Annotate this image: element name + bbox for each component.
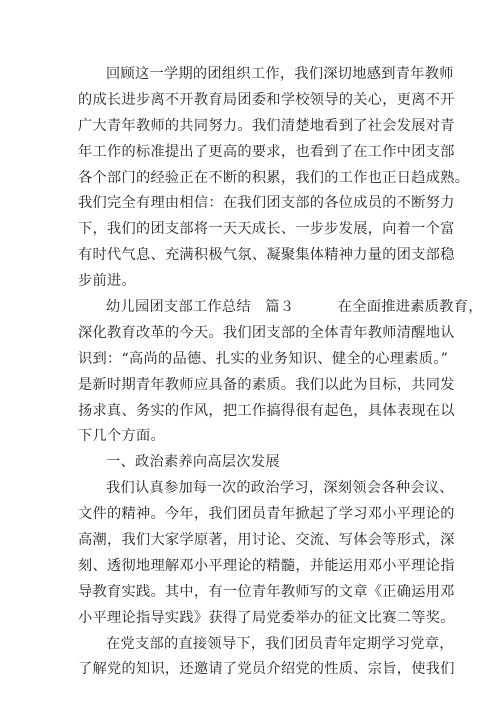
text-line: 了解党的知识，还邀请了党员介绍党的性质、宗旨，使我们 [78,661,455,678]
text-line: 下，我们的团支部将一天天成长、一步步发展，向着一个富 [78,221,455,238]
text-line: 步前进。 [78,273,136,290]
text-line: 回顾这一学期的团组织工作，我们深切地感到青年教师 [106,66,454,82]
text-line: 各个部门的经验正在不断的积累，我们的工作也正日趋成熟。 [78,169,470,186]
text-line: 识到：“高尚的品德、扎实的业务知识、健全的心理素质。” [78,350,449,367]
text-line: 有时代气息、充满积极气氛、凝聚集体精神力量的团支部稳 [78,247,455,264]
text-line: 在党支部的直接领导下，我们团员青年定期学习党章， [106,635,454,652]
text-line: 扬求真、务实的作风，把工作搞得很有起色，具体表现在以 [78,402,455,419]
text-line: 下几个方面。 [78,428,165,445]
text-line: 我们认真参加每一次的政治学习，深刻领会各种会议、 [106,480,454,497]
text-line: 一、政治素养向高层次发展 [106,454,280,471]
text-line: 小平理论指导实践》获得了局党委举办的征文比赛二等奖。 [78,609,455,626]
text-line: 文件的精神。今年，我们团员青年掀起了学习邓小平理论的 [78,506,455,523]
text-line: 是新时期青年教师应具备的素质。我们以此为目标，共同发 [78,376,455,393]
text-line: 刻、透彻地理解邓小平理论的精髓，并能运用邓小平理论指 [78,557,455,574]
text-line: 导教育实践。其中，有一位青年教师写的文章《正确运用邓 [78,583,455,600]
text-line: 幼儿园团支部工作总结 篇３ 在全面推进素质教育， [106,299,483,316]
text-line: 年工作的标准提出了更高的要求，也看到了在工作中团支部 [78,143,455,160]
text-line: 高潮，我们大家学原著，用讨论、交流、写体会等形式，深 [78,532,455,549]
text-line: 我们完全有理由相信：在我们团支部的各位成员的不断努力 [78,195,455,212]
text-line: 深化教育改革的今天。我们团支部的全体青年教师清醒地认 [78,324,455,341]
document-body [78,62,483,683]
text-line: 广大青年教师的共同努力。我们清楚地看到了社会发展对青 [78,117,455,134]
text-line: 的成长进步离不开教育局团委和学校领导的关心，更离不开 [78,91,455,108]
